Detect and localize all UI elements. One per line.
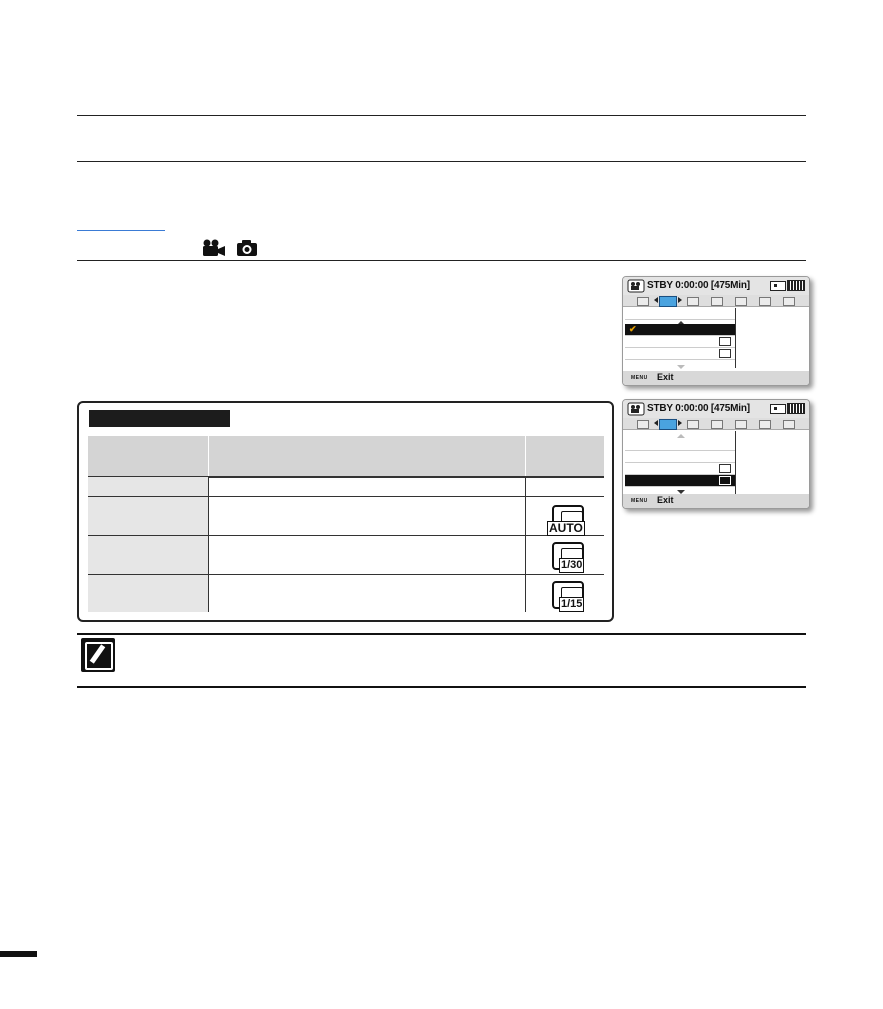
- menu-row[interactable]: [625, 451, 735, 463]
- tab-right-arrow-icon[interactable]: [678, 297, 682, 303]
- lcd-status-bar: [623, 400, 809, 418]
- top-rule: [77, 115, 806, 116]
- lcd-status-text: STBY 0:00:00 [475Min]: [647, 403, 750, 414]
- tab-settings-icon[interactable]: [783, 420, 795, 429]
- submenu-panel: [77, 401, 614, 622]
- shutter-1-30-icon: [719, 337, 731, 346]
- check-icon: ✔: [629, 324, 637, 334]
- menu-row-selected[interactable]: [625, 324, 735, 336]
- tab-white-balance-icon[interactable]: [637, 420, 649, 429]
- panel-heading-bar: [89, 410, 230, 427]
- scroll-up-icon[interactable]: [677, 434, 685, 438]
- tab-wide-icon[interactable]: [759, 297, 771, 306]
- exit-label[interactable]: Exit: [657, 495, 674, 505]
- tab-wide-icon[interactable]: [759, 420, 771, 429]
- camcorder-icon: [627, 402, 645, 416]
- lcd-menu-list: [625, 308, 736, 368]
- link-underline[interactable]: [77, 230, 165, 231]
- tab-exposure-icon[interactable]: [687, 297, 699, 306]
- menu-row[interactable]: [625, 463, 735, 475]
- tab-face-icon[interactable]: [735, 420, 747, 429]
- page-number-bar: [0, 951, 37, 957]
- lcd-screen-1: [622, 276, 810, 386]
- menu-button-label[interactable]: MENU: [631, 498, 648, 504]
- tab-shutter-icon[interactable]: [659, 296, 677, 307]
- shutter-1-30-icon: [719, 464, 731, 473]
- lcd-screen-2: [622, 399, 810, 509]
- table-row: [88, 477, 604, 497]
- mode-icons: [200, 238, 258, 258]
- shutter-auto-label: AUTO: [549, 521, 583, 535]
- table-row: [88, 536, 604, 575]
- video-camera-icon: [200, 239, 226, 257]
- lcd-menu-tabs: [623, 418, 809, 430]
- tab-left-arrow-icon[interactable]: [654, 297, 658, 303]
- tab-stabilizer-icon[interactable]: [711, 420, 723, 429]
- lcd-menu-list: [625, 431, 736, 495]
- shutter-1-15-icon: [719, 476, 731, 485]
- battery-icon: [787, 280, 805, 291]
- shutter-1-30-icon: [549, 542, 587, 570]
- menu-row[interactable]: [625, 336, 735, 348]
- section-rule: [77, 161, 806, 162]
- shutter-1-15-label: 1/15: [561, 598, 583, 610]
- menu-row-header: [625, 308, 735, 320]
- exit-label[interactable]: Exit: [657, 372, 674, 382]
- memory-card-icon: [770, 281, 786, 291]
- lcd-footer: [623, 494, 809, 508]
- tab-exposure-icon[interactable]: [687, 420, 699, 429]
- shutter-1-15-icon: [719, 349, 731, 358]
- menu-row[interactable]: [625, 348, 735, 360]
- table-header: [88, 436, 604, 478]
- tab-left-arrow-icon[interactable]: [654, 420, 658, 426]
- menu-button-label[interactable]: MENU: [631, 375, 648, 381]
- scroll-down-icon[interactable]: [677, 365, 685, 369]
- tab-shutter-icon[interactable]: [659, 419, 677, 430]
- menu-row-selected[interactable]: [625, 475, 735, 487]
- shutter-auto-icon: [549, 505, 587, 533]
- tab-settings-icon[interactable]: [783, 297, 795, 306]
- tab-white-balance-icon[interactable]: [637, 297, 649, 306]
- shutter-1-15-icon: [549, 581, 587, 609]
- menu-row[interactable]: [625, 439, 735, 451]
- note-icon: [81, 638, 115, 672]
- table-row: [88, 575, 604, 612]
- lcd-footer: [623, 371, 809, 385]
- tab-right-arrow-icon[interactable]: [678, 420, 682, 426]
- tab-stabilizer-icon[interactable]: [711, 297, 723, 306]
- photo-camera-icon: [236, 239, 258, 257]
- table-row: [88, 497, 604, 536]
- camcorder-icon: [627, 279, 645, 293]
- lcd-status-bar: [623, 277, 809, 295]
- lcd-status-text: STBY 0:00:00 [475Min]: [647, 280, 750, 291]
- header-rule: [77, 260, 806, 261]
- shutter-1-30-label: 1/30: [561, 559, 583, 571]
- memory-card-icon: [770, 404, 786, 414]
- lcd-menu-tabs: [623, 295, 809, 307]
- note-box: [77, 633, 806, 688]
- tab-face-icon[interactable]: [735, 297, 747, 306]
- battery-icon: [787, 403, 805, 414]
